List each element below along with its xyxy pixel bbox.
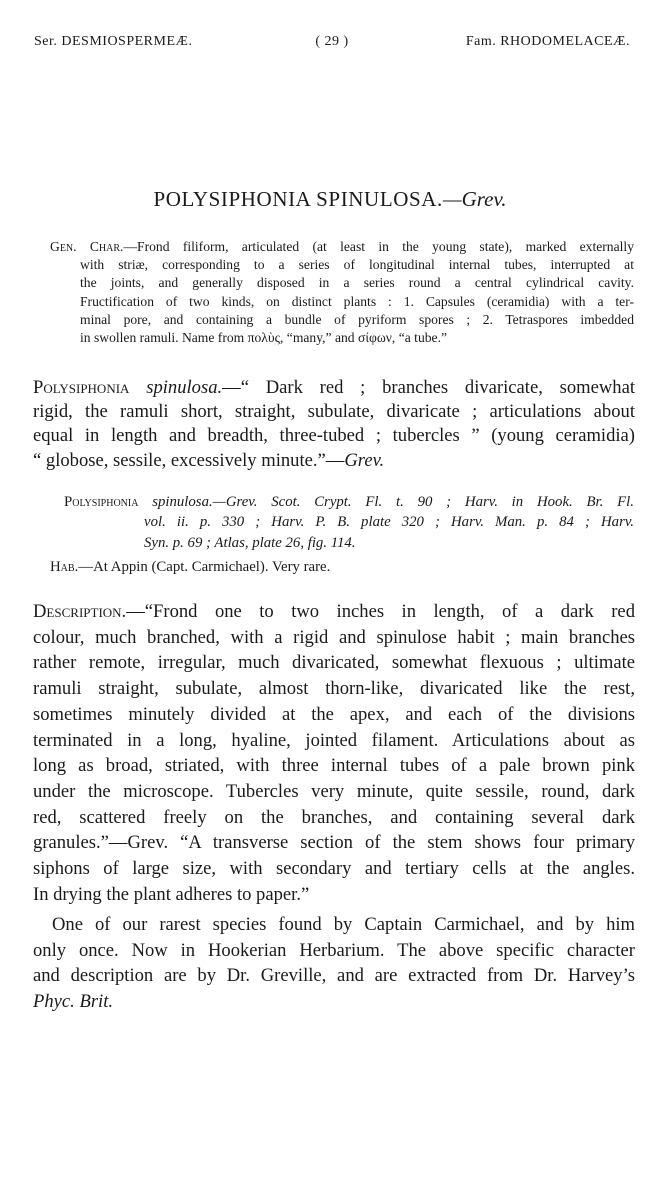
synonymy <box>64 492 634 553</box>
description <box>33 599 635 907</box>
specific-character-line: equal in length and breadth, three-tubed ; tubercles ” (young ceramidia) <box>33 425 635 447</box>
specific-character-line: “ globose, sessile, excessively minute.”—Grev. <box>33 449 385 471</box>
notes-line: and description are by Dr. Greville, and are extracted from Dr. Harvey’s <box>33 965 635 986</box>
synonymy-line: Polysiphonia spinulosa.—Grev. Scot. Crypt. Fl. t. 90 ; Harv. in Hook. Br. Fl. <box>64 494 634 510</box>
generic-character-line: Gen. Char.—Frond filiform, articulated (at least in the young state), marked externally <box>50 239 634 254</box>
specific-character-line: rigid, the ramuli short, straight, subulate, divaricate ; articulations about <box>33 401 635 423</box>
running-head <box>34 34 630 54</box>
habitat-text: —At Appin (Capt. Carmichael). Very rare. <box>78 559 331 575</box>
notes-line: Phyc. Brit. <box>33 990 114 1012</box>
habitat <box>50 557 630 577</box>
species-name: POLYSIPHONIA SPINULOSA. <box>153 187 443 211</box>
description-line: red, scattered freely on the branches, and containing several dark <box>33 806 635 828</box>
description-line: ramuli straight, subulate, almost thorn-like, divaricated like the rest, <box>33 678 635 700</box>
synonymy-genus: Polysiphonia <box>64 494 139 510</box>
description-line: under the microscope. Tubercles very minute, quite sessile, round, dark <box>33 780 635 802</box>
specific-character-authority: Grev. <box>344 449 385 471</box>
generic-character-line: minal pore, and containing a bundle of pyriform spores ; 2. Tetraspores imbedded <box>80 311 634 327</box>
description-line: Description.—“Frond one to two inches in length, of a dark red <box>33 601 635 622</box>
synonymy-line: Syn. p. 69 ; Atlas, plate 26, fig. 114. <box>144 534 356 551</box>
description-label: Description. <box>33 601 127 622</box>
series-heading: Ser. DESMIOSPERMEÆ. <box>34 34 193 49</box>
description-line: siphons of large size, with secondary and tertiary cells at the angles. <box>33 858 635 880</box>
page-number: ( 29 ) <box>315 34 349 49</box>
habitat-label: Hab. <box>50 559 79 575</box>
description-line: terminated in a long, hyaline, jointed filament. Articulations about as <box>33 729 635 751</box>
synonymy-line: vol. ii. p. 330 ; Harv. P. B. plate 320 ; Harv. Man. p. 84 ; Harv. <box>144 514 634 531</box>
description-line: colour, much branched, with a rigid and spinulose habit ; main branches <box>33 626 635 648</box>
family-heading: Fam. RHODOMELACEÆ. <box>465 34 630 49</box>
description-line: sometimes minutely divided at the apex, and each of the divisions <box>33 703 635 725</box>
specific-character-line: Polysiphonia spinulosa.—“ Dark red ; branches divaricate, somewhat <box>33 377 635 398</box>
generic-character-label: Gen. Char. <box>50 239 124 254</box>
generic-character-line: in swollen ramuli. Name from πολὺς, “many,” and σίφων, “a tube.” <box>80 330 448 346</box>
generic-character-line: with striæ, corresponding to a series of longitudinal internal tubes, interrupted at <box>80 257 634 273</box>
species-title <box>0 187 660 212</box>
specific-character <box>33 376 635 473</box>
description-line: In drying the plant adheres to paper.” <box>33 883 310 905</box>
description-line: long as broad, striated, with three internal tubes of a pale brown pink <box>33 755 635 777</box>
species-authority: —Grev. <box>442 187 507 211</box>
description-line: granules.”—Grev. “A transverse section of the stem shows four primary <box>33 832 635 854</box>
notes-line: only once. Now in Hookerian Herbarium. The above specific character <box>33 939 635 961</box>
description-line: rather remote, irregular, much divaricated, somewhat flexuous ; ultimate <box>33 652 635 674</box>
specific-character-epithet: spinulosa. <box>146 377 223 398</box>
notes-line: One of our rarest species found by Captain Carmichael, and by him <box>52 914 635 935</box>
specific-character-genus: Polysiphonia <box>33 377 130 398</box>
generic-character-line: the joints, and generally disposed in a series round a central cylindrical cavity. <box>80 275 634 291</box>
generic-character <box>50 238 634 347</box>
generic-character-line: Fructification of two kinds, on distinct plants : 1. Capsules (ceramidia) with a ter- <box>80 293 634 309</box>
notes-paragraph <box>33 912 635 1014</box>
